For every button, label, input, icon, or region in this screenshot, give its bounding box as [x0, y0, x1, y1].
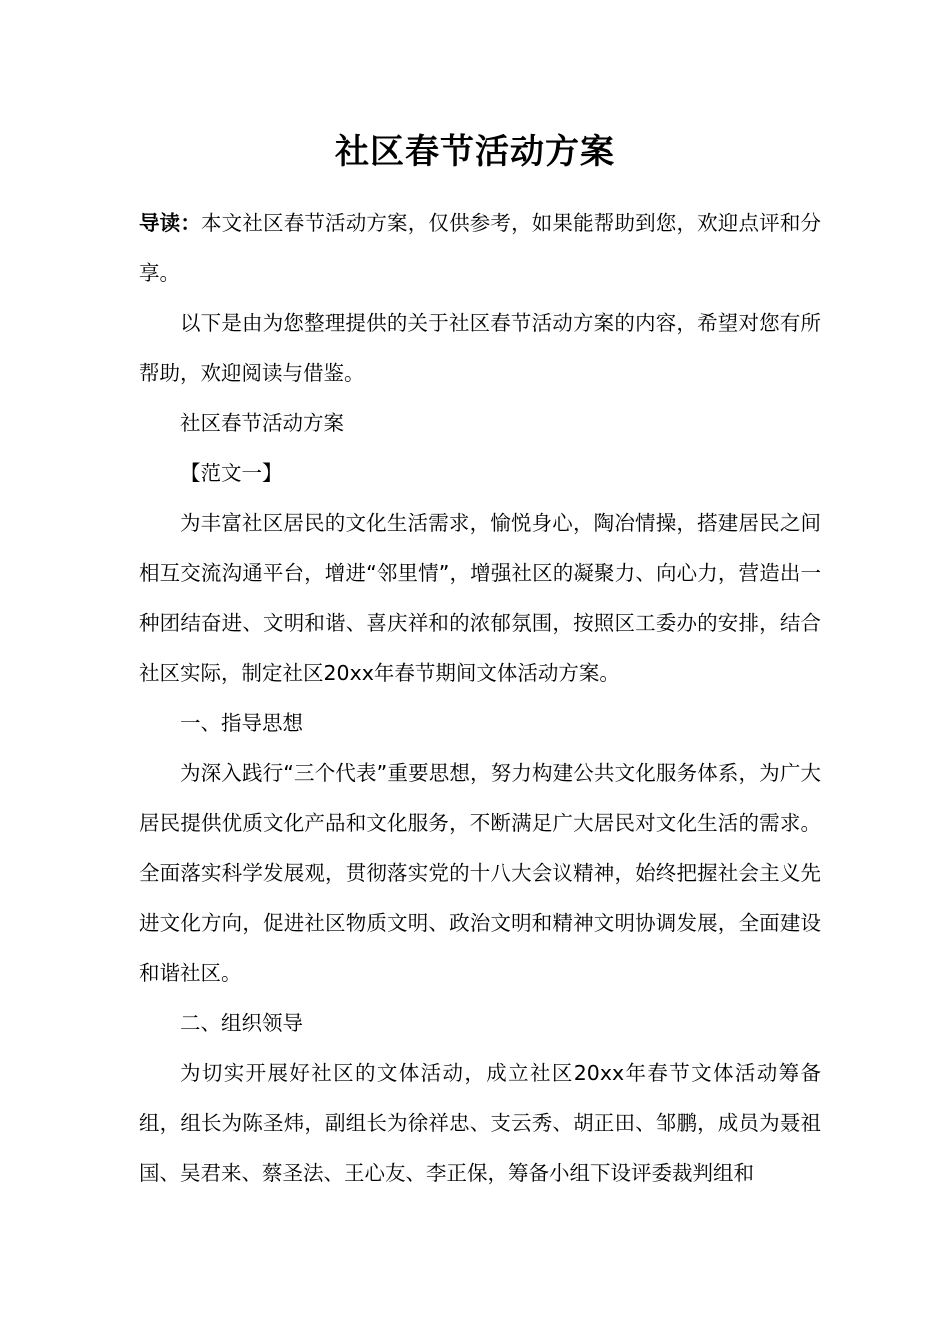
- intro-label: 导读：: [139, 211, 202, 235]
- document-body: [139, 198, 821, 1198]
- body-paragraph-guiding-ideology: 为深入践行“三个代表”重要思想，努力构建公共文化服务体系，为广大居民提供优质文化产品和文化服务，不断满足广大居民对文化生活的需求。全面落实科学发展观，贯彻落实党的十八大会议精神，始终把握社会主义先进文化方向，促进社区物质文明、政治文明和精神文明协调发展，全面建设和谐社区。: [139, 761, 821, 985]
- sample-label: 【范文一】: [180, 461, 283, 485]
- section-heading-guiding-ideology: 一、指导思想: [180, 711, 303, 735]
- body-paragraph-purpose: 为丰富社区居民的文化生活需求，愉悦身心，陶冶情操，搭建居民之间相互交流沟通平台，增进“邻里情”，增强社区的凝聚力、向心力，营造出一种团结奋进、文明和谐、喜庆祥和的浓郁氛围，按照区工委办的安排，结合社区实际，制定社区20xx年春节期间文体活动方案。: [139, 511, 821, 685]
- document-title: 社区春节活动方案: [335, 131, 615, 172]
- intro-paragraph: [139, 198, 821, 298]
- section-heading-organization: 二、组织领导: [180, 1011, 303, 1035]
- section-heading-title: 社区春节活动方案: [180, 411, 344, 435]
- intro-text: 本文社区春节活动方案，仅供参考，如果能帮助到您，欢迎点评和分享。: [139, 211, 821, 285]
- body-paragraph-organization: 为切实开展好社区的文体活动，成立社区20xx年春节文体活动筹备组，组长为陈圣炜，副组长为徐祥忠、支云秀、胡正田、邹鹏，成员为聂祖国、吴君来、蔡圣法、王心友、李正保，筹备小组下设评委裁判组和: [139, 1061, 821, 1185]
- preface-paragraph: 以下是由为您整理提供的关于社区春节活动方案的内容，希望对您有所帮助，欢迎阅读与借鉴。: [139, 311, 821, 385]
